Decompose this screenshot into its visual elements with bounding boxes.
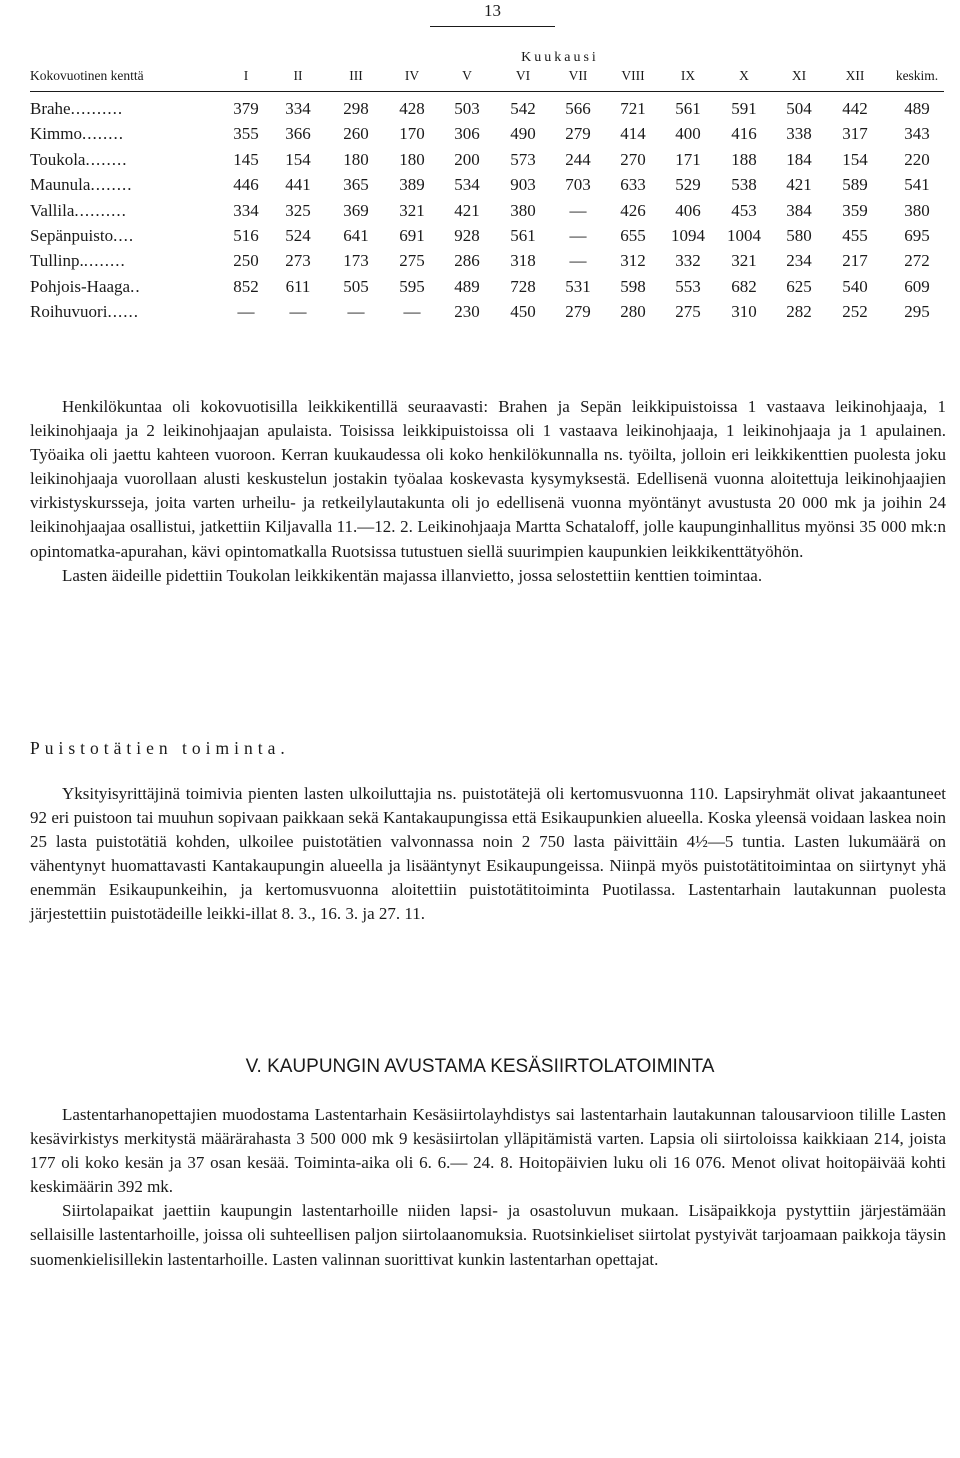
table-cell: 369 bbox=[343, 200, 369, 220]
table-cell: 200 bbox=[454, 149, 480, 169]
table-cell: 260 bbox=[343, 124, 369, 144]
table-cell: 173 bbox=[343, 251, 369, 271]
table-cell: — bbox=[347, 302, 365, 322]
table-cell: 566 bbox=[565, 99, 591, 118]
table-cell: 641 bbox=[343, 225, 369, 245]
table-cell-average: 380 bbox=[904, 200, 930, 220]
table-cell: 384 bbox=[786, 200, 812, 220]
table-cell: 589 bbox=[842, 175, 868, 195]
table-cell: 298 bbox=[343, 99, 369, 118]
table-cell: 928 bbox=[454, 225, 480, 245]
table-cell: 453 bbox=[731, 200, 757, 220]
table-cell: 312 bbox=[620, 251, 646, 271]
table-cell: 561 bbox=[510, 225, 536, 245]
table-cell: 306 bbox=[454, 124, 480, 144]
row-label-text: Kimmo bbox=[30, 124, 82, 144]
row-label-leader: ........ bbox=[90, 175, 133, 195]
table-cell: 852 bbox=[233, 276, 259, 296]
table-cell: 338 bbox=[786, 124, 812, 144]
table-cell: 275 bbox=[399, 251, 425, 271]
table-cell-average: 220 bbox=[904, 149, 930, 169]
paragraph: Lasten äideille pidettiin Toukolan leikkikentän majassa illanvietto, jossa selostettiin kenttien toimintaa. bbox=[62, 565, 763, 585]
row-label bbox=[30, 99, 123, 119]
row-label-text: Roihuvuori bbox=[30, 302, 108, 322]
row-label-text: Toukola bbox=[30, 149, 86, 169]
staff-section bbox=[30, 395, 946, 588]
table-cell: 180 bbox=[399, 149, 425, 169]
table-cell: 421 bbox=[786, 175, 812, 195]
table-cell-average: 272 bbox=[904, 251, 930, 271]
table-cell: 455 bbox=[842, 225, 868, 245]
table-cell-average: 343 bbox=[904, 124, 930, 144]
table-cell-average: 489 bbox=[904, 99, 930, 118]
table-cell: 505 bbox=[343, 276, 369, 296]
column-header-month: III bbox=[349, 68, 363, 83]
table-cell: 318 bbox=[510, 251, 536, 271]
table-cell: — bbox=[569, 225, 587, 245]
table-cell: 633 bbox=[620, 175, 646, 195]
table-cell: 655 bbox=[620, 225, 646, 245]
column-header-average: keskim. bbox=[895, 68, 939, 83]
paragraph: Siirtolapaikat jaettiin kaupungin lastentarhoille niiden lapsi- ja osastoluvun mukaan. Lisäpaikkoja pystyttiin järjestämään sellaisille lastentarhoille, joissa oli suhteellisen paljon siirtolaanomuksia. Ruotsinkieliset siirtolat pystyivät tarjoamaan paikkoja täysin suomenkielisillekin lastentarhoille. Lasten valinnan suorittivat kunkin lastentarhan opettajat. bbox=[30, 1201, 946, 1269]
table-cell: 531 bbox=[565, 276, 591, 296]
table-cell: 428 bbox=[399, 99, 425, 118]
table-cell: 426 bbox=[620, 200, 646, 220]
table-cell: 553 bbox=[675, 276, 701, 296]
summer-section bbox=[30, 1103, 946, 1272]
table-cell: 682 bbox=[731, 276, 757, 296]
table-cell: 317 bbox=[842, 124, 868, 144]
table-cell: 252 bbox=[842, 302, 868, 322]
row-label-text: Tullinp. bbox=[30, 251, 84, 271]
park-section-heading: Puistotätien toiminta. bbox=[30, 738, 290, 758]
row-label-leader: ........ bbox=[83, 251, 126, 271]
table-cell: 180 bbox=[343, 149, 369, 169]
paragraph: Henkilökuntaa oli kokovuotisilla leikkikentillä seuraavasti: Brahen ja Sepän leikkipuistoissa 1 vastaava leikinohjaaja, 1 leikinohjaaja ja 2 leikinohjaajan apulaista. Toisissa leikkipuistoissa oli 1 vastaava leikinohjaaja, 1 leikinohjaaja ja 1 apulainen. Työaika oli jaettu kahteen vuoroon. Kerran kuukaudessa oli koko henkilökunnalla ns. työilta, jolloin eri leikkikenttien puolesta joku leikinohjaaja vuorollaan alusti keskustelun jostakin työalaa koskevasta kysymyksestä. Edellisenä vuonna aloitettuja leikinohjaajien virkistyskursseja, joita varten urheilu- ja retkeilylautakunta oli jo edellisenä vuonna myöntänyt avustusta 20 000 mk ja joihin 24 leikinohjaajaa osallistui, jatkettiin Kiljavalla 11.—12. 2. Leikinohjaaja Martta Schataloff, jolle kaupunginhallitus myönsi 35 000 mk:n opintomatka-apurahan, kävi opintomatkalla Ruotsissa tutustuen siellä suurimpien kaupunkien leikkikenttätyöhön. bbox=[30, 397, 946, 561]
table-cell: 321 bbox=[399, 200, 425, 220]
paragraph: Lastentarhanopettajien muodostama Lastentarhain Kesäsiirtolayhdistys sai lastentarhain lautakunnan talousarvioon tilille Lasten kesävirkistys merkitystä määrärahasta 3 500 000 mk 9 kesäsiirtolan ylläpitämistä varten. Lapsia oli siirtoloissa kaikkiaan 214, joista 177 oli koko kesän ja 37 osan kesää. Toiminta-aika oli 6. 6.— 24. 8. Hoitopäivien luku oli 16 076. Menot olivat hoitopäivää kohti keskimäärin 392 mk. bbox=[30, 1105, 946, 1197]
table-row bbox=[0, 277, 960, 302]
row-label-text: Sepänpuisto bbox=[30, 225, 114, 245]
row-label bbox=[30, 124, 124, 144]
table-cell: 903 bbox=[510, 175, 536, 195]
table-row bbox=[0, 302, 960, 327]
table-cell: 184 bbox=[786, 149, 812, 169]
table-cell: 334 bbox=[233, 200, 259, 220]
table-cell: 538 bbox=[731, 175, 757, 195]
table-cell: 446 bbox=[233, 175, 259, 195]
table-cell: 145 bbox=[233, 149, 259, 169]
table-cell: 217 bbox=[842, 251, 868, 271]
table-row bbox=[0, 226, 960, 251]
attendance-table bbox=[0, 99, 960, 328]
table-row bbox=[0, 201, 960, 226]
table-cell-average: 695 bbox=[904, 225, 930, 245]
table-cell-average: 541 bbox=[904, 175, 930, 195]
row-label bbox=[30, 175, 132, 195]
table-cell: 282 bbox=[786, 302, 812, 322]
column-header-month: IV bbox=[404, 68, 420, 83]
table-cell: 503 bbox=[454, 99, 480, 118]
row-label bbox=[30, 201, 127, 221]
month-group-label: Kuukausi bbox=[521, 50, 599, 65]
table-cell: 170 bbox=[399, 124, 425, 144]
row-label-leader: .......... bbox=[74, 200, 127, 220]
table-cell: 400 bbox=[675, 124, 701, 144]
table-cell: 1004 bbox=[727, 225, 761, 245]
column-header-month: VII bbox=[568, 68, 588, 83]
table-cell: 416 bbox=[731, 124, 757, 144]
column-header-month: IX bbox=[680, 68, 696, 83]
column-header-month: VI bbox=[515, 68, 531, 83]
row-label bbox=[30, 251, 126, 271]
table-cell: 273 bbox=[285, 251, 311, 271]
column-header-month: I bbox=[243, 68, 249, 83]
table-row bbox=[0, 99, 960, 124]
row-label bbox=[30, 150, 127, 170]
table-cell: 355 bbox=[233, 124, 259, 144]
table-cell: 703 bbox=[565, 175, 591, 195]
table-cell: 490 bbox=[510, 124, 536, 144]
table-cell: 561 bbox=[675, 99, 701, 118]
park-section bbox=[30, 782, 946, 927]
table-cell: 691 bbox=[399, 225, 425, 245]
table-cell: 406 bbox=[675, 200, 701, 220]
column-header-month: XII bbox=[845, 68, 865, 83]
table-cell: 534 bbox=[454, 175, 480, 195]
row-label-leader: .......... bbox=[70, 99, 124, 118]
table-cell: 625 bbox=[786, 276, 812, 296]
table-cell: 325 bbox=[285, 200, 311, 220]
row-label-text: Maunula bbox=[30, 175, 91, 195]
paragraph: Yksityisyrittäjinä toimivia pienten lasten ulkoiluttajia ns. puistotätejä oli kertomusvuonna 110. Lapsiryhmät olivat jakaantuneet 92 eri puistoon tai muuhun sopivaan paikkaan sekä Kantakaupungissa että Esikaupunkien alueella. Koska yleensä voidaan laskea noin 25 lasta puistotätiä kohden, ulkoilee puistotätien valvonnassa noin 2 750 lasta päivittäin 4½—5 tuntia. Lasten lukumäärä on vähentynyt huomattavasti Kantakaupungin alueella ja lisääntynyt Esikaupungeissa. Niinpä myös puistotätitoimintaa on siirtynyt yhä enemmän Esikaupunkeihin, ja kertomusvuonna aloitettiin puistotätitoiminta Puotilassa. Lastentarhain lautakunnan puolesta järjestettiin puistotädeille leikki-illat 8. 3., 16. 3. ja 27. 11. bbox=[30, 784, 946, 924]
table-cell: 441 bbox=[285, 175, 311, 195]
column-header-field: Kokovuotinen kenttä bbox=[30, 68, 144, 83]
table-cell: 310 bbox=[731, 302, 757, 322]
table-cell: 270 bbox=[620, 149, 646, 169]
table-cell: 542 bbox=[510, 99, 536, 118]
table-cell: 234 bbox=[786, 251, 812, 271]
table-row bbox=[0, 175, 960, 200]
row-label bbox=[30, 302, 139, 322]
table-cell: — bbox=[403, 302, 421, 322]
table-cell: 414 bbox=[620, 124, 646, 144]
row-label-leader: ........ bbox=[85, 149, 128, 169]
row-label-text: Pohjois-Haaga bbox=[30, 276, 131, 296]
table-cell: — bbox=[569, 251, 587, 271]
table-cell: 379 bbox=[233, 99, 259, 118]
table-cell: 286 bbox=[454, 251, 480, 271]
column-header-month: X bbox=[739, 68, 749, 83]
table-cell: 332 bbox=[675, 251, 701, 271]
table-cell: 524 bbox=[285, 225, 311, 245]
table-cell: 154 bbox=[285, 149, 311, 169]
column-header-month: XI bbox=[791, 68, 807, 83]
table-row bbox=[0, 251, 960, 276]
table-cell-average: 609 bbox=[904, 276, 930, 296]
row-label bbox=[30, 277, 141, 297]
table-cell: 529 bbox=[675, 175, 701, 195]
page-number: 13 bbox=[430, 0, 555, 27]
table-cell: 154 bbox=[842, 149, 868, 169]
table-cell: 334 bbox=[285, 99, 311, 118]
row-label-leader: ...... bbox=[107, 302, 139, 322]
table-cell: 365 bbox=[343, 175, 369, 195]
table-cell: 540 bbox=[842, 276, 868, 296]
table-cell: 244 bbox=[565, 149, 591, 169]
table-cell: 230 bbox=[454, 302, 480, 322]
table-cell: 611 bbox=[285, 276, 311, 296]
row-label-leader: .. bbox=[130, 276, 141, 296]
table-row bbox=[0, 124, 960, 149]
table-cell: 421 bbox=[454, 200, 480, 220]
table-cell: 489 bbox=[454, 276, 480, 296]
summer-section-heading: V. KAUPUNGIN AVUSTAMA KESÄSIIRTOLATOIMINTA bbox=[245, 1056, 715, 1077]
column-header-month: II bbox=[293, 68, 303, 83]
table-cell: — bbox=[289, 302, 307, 322]
table-cell: 366 bbox=[285, 124, 311, 144]
table-cell: 580 bbox=[786, 225, 812, 245]
table-cell: 504 bbox=[786, 99, 812, 118]
table-cell: 389 bbox=[399, 175, 425, 195]
table-cell: 1094 bbox=[671, 225, 705, 245]
table-cell: 280 bbox=[620, 302, 646, 322]
table-cell: 573 bbox=[510, 149, 536, 169]
header-rule bbox=[30, 91, 944, 92]
table-cell: 275 bbox=[675, 302, 701, 322]
table-cell: 279 bbox=[565, 302, 591, 322]
table-cell: 721 bbox=[620, 99, 646, 118]
table-cell: 728 bbox=[510, 276, 536, 296]
row-label-leader: .... bbox=[113, 225, 135, 245]
column-header-month: VIII bbox=[621, 68, 645, 83]
table-cell: — bbox=[237, 302, 255, 322]
row-label-leader: ........ bbox=[81, 124, 124, 144]
row-label bbox=[30, 226, 134, 246]
row-label-text: Vallila bbox=[30, 200, 75, 220]
row-label-text: Brahe bbox=[30, 99, 71, 118]
table-cell: 359 bbox=[842, 200, 868, 220]
table-cell: 250 bbox=[233, 251, 259, 271]
table-header-row bbox=[0, 68, 960, 88]
table-row bbox=[0, 150, 960, 175]
table-cell: 595 bbox=[399, 276, 425, 296]
table-cell: 450 bbox=[510, 302, 536, 322]
table-cell: 171 bbox=[675, 149, 701, 169]
table-cell: — bbox=[569, 200, 587, 220]
table-cell-average: 295 bbox=[904, 302, 930, 322]
table-cell: 442 bbox=[842, 99, 868, 118]
table-cell: 516 bbox=[233, 225, 259, 245]
column-header-month: V bbox=[462, 68, 472, 83]
table-cell: 591 bbox=[731, 99, 757, 118]
table-cell: 598 bbox=[620, 276, 646, 296]
table-cell: 380 bbox=[510, 200, 536, 220]
table-cell: 321 bbox=[731, 251, 757, 271]
table-cell: 279 bbox=[565, 124, 591, 144]
table-cell: 188 bbox=[731, 149, 757, 169]
